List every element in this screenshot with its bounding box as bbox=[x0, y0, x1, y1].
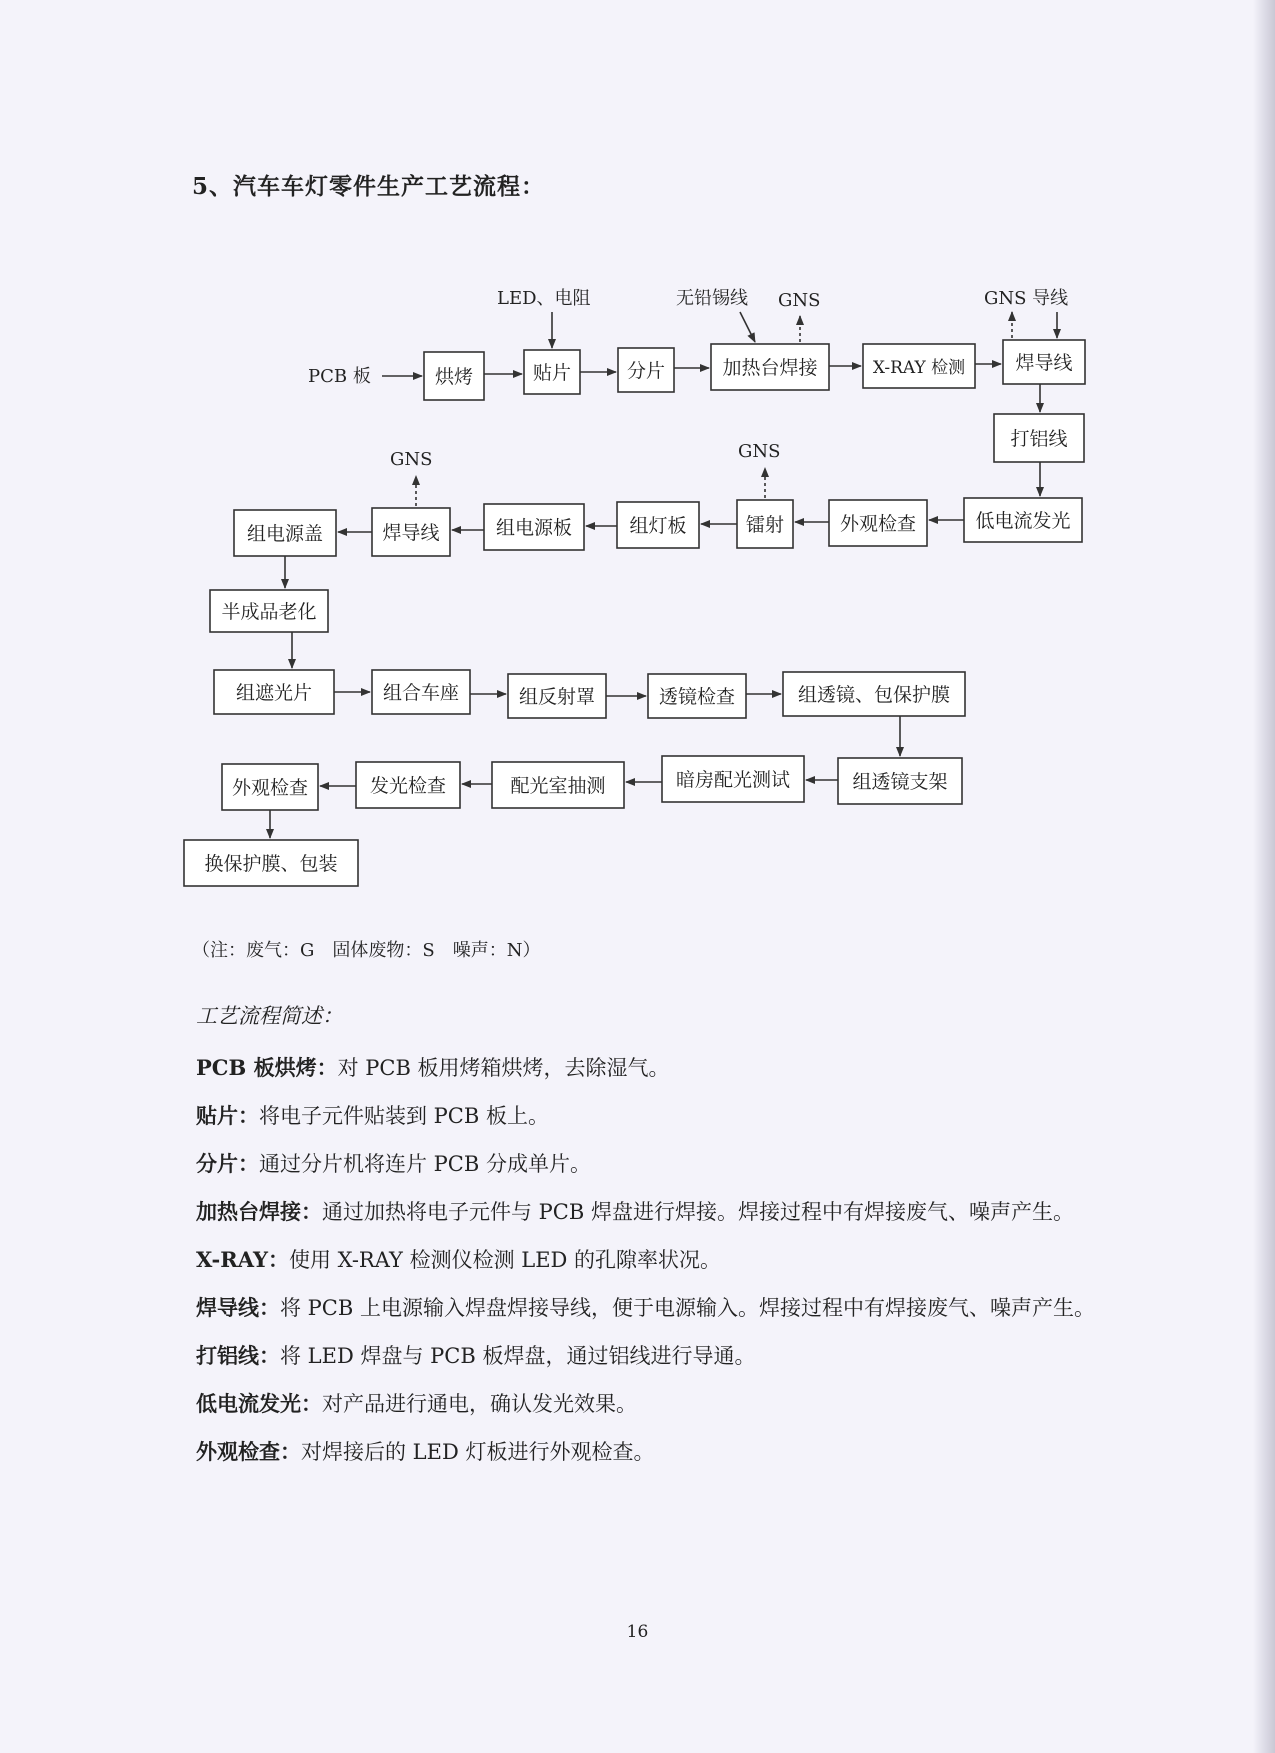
description-item bbox=[148, 1380, 1138, 1428]
step-lens-bracket bbox=[838, 758, 962, 804]
step-heat-weld bbox=[711, 344, 829, 390]
step-shade bbox=[214, 670, 334, 714]
svg-text:组电源盖: 组电源盖 bbox=[246, 523, 324, 545]
section-title: 5、汽车车灯零件生产工艺流程： bbox=[192, 173, 546, 200]
svg-text:外观检查: 外观检查 bbox=[839, 513, 917, 535]
step-split bbox=[618, 348, 674, 392]
svg-text:组电源板: 组电源板 bbox=[495, 517, 573, 539]
description-item bbox=[148, 1044, 1138, 1092]
step-reflector bbox=[508, 674, 606, 718]
description-text: 对 PCB 板用烤箱烘烤，去除湿气。 bbox=[337, 1056, 670, 1080]
step-light-check bbox=[356, 762, 460, 808]
description-term: X-RAY： bbox=[196, 1247, 289, 1272]
input-gns-wire: GNS 导线 bbox=[984, 288, 1069, 309]
description-term: 焊导线： bbox=[196, 1295, 280, 1320]
emission-gns-heat-weld: GNS bbox=[778, 290, 821, 311]
svg-text:配光室抽测: 配光室抽测 bbox=[510, 775, 606, 797]
svg-text:组灯板: 组灯板 bbox=[629, 515, 687, 537]
svg-text:焊导线: 焊导线 bbox=[382, 522, 440, 544]
description-text: 将电子元件贴装到 PCB 板上。 bbox=[259, 1104, 549, 1128]
description-text: 对产品进行通电，确认发光效果。 bbox=[322, 1392, 637, 1416]
description-text: 将 PCB 上电源输入焊盘焊接导线，便于电源输入。焊接过程中有焊接废气、噪声产生。 bbox=[280, 1296, 1095, 1320]
svg-text:组遮光片: 组遮光片 bbox=[235, 682, 313, 704]
step-xray bbox=[863, 344, 975, 388]
svg-text:贴片: 贴片 bbox=[532, 362, 572, 384]
step-al-wire bbox=[994, 414, 1084, 462]
description-term: 打铝线： bbox=[196, 1343, 280, 1368]
svg-text:发光检查: 发光检查 bbox=[369, 775, 447, 797]
description-heading: 工艺流程简述： bbox=[196, 1004, 343, 1028]
svg-text:打铝线: 打铝线 bbox=[1010, 428, 1068, 450]
description-term: 低电流发光： bbox=[196, 1391, 322, 1416]
svg-text:组透镜、包保护膜: 组透镜、包保护膜 bbox=[797, 684, 951, 706]
step-packing bbox=[184, 840, 358, 886]
svg-text:低电流发光: 低电流发光 bbox=[975, 510, 1071, 532]
step-bake bbox=[424, 352, 484, 400]
input-led-resistor: LED、电阻 bbox=[497, 288, 591, 309]
svg-text:烘烤: 烘烤 bbox=[434, 366, 474, 388]
step-visual-check-2 bbox=[222, 764, 318, 810]
svg-text:加热台焊接: 加热台焊接 bbox=[722, 357, 818, 379]
svg-text:焊导线: 焊导线 bbox=[1015, 352, 1073, 374]
description-item bbox=[148, 1332, 1138, 1380]
step-lamp-base bbox=[372, 670, 470, 714]
description-text: 通过加热将电子元件与 PCB 焊盘进行焊接。焊接过程中有焊接废气、噪声产生。 bbox=[322, 1200, 1074, 1224]
step-wire-weld-1 bbox=[1003, 340, 1085, 384]
svg-text:镭射: 镭射 bbox=[745, 514, 785, 536]
description-item bbox=[148, 1092, 1138, 1140]
description-term: 加热台焊接： bbox=[196, 1199, 322, 1224]
svg-text:分片: 分片 bbox=[626, 360, 666, 382]
step-aging bbox=[210, 590, 328, 632]
step-lamp-board bbox=[617, 502, 699, 548]
description-item bbox=[148, 1284, 1138, 1332]
step-lens-film bbox=[783, 672, 965, 716]
input-solder-wire: 无铅锡线 bbox=[676, 288, 748, 309]
svg-text:组反射罩: 组反射罩 bbox=[518, 686, 596, 708]
svg-text:组合车座: 组合车座 bbox=[382, 682, 460, 704]
description-item bbox=[148, 1140, 1138, 1188]
description-item bbox=[148, 1188, 1138, 1236]
description-term: 外观检查： bbox=[196, 1439, 301, 1464]
emission-gns-wire-weld: GNS bbox=[390, 449, 433, 470]
description-term: 贴片： bbox=[196, 1103, 259, 1128]
description-text: 使用 X-RAY 检测仪检测 LED 的孔隙率状况。 bbox=[288, 1248, 722, 1272]
step-sampling bbox=[492, 762, 624, 808]
step-darkroom-test bbox=[662, 756, 804, 802]
description-text: 对焊接后的 LED 灯板进行外观检查。 bbox=[301, 1440, 655, 1464]
step-power-cover bbox=[234, 510, 336, 556]
svg-text:外观检查: 外观检查 bbox=[231, 777, 309, 799]
svg-text:暗房配光测试: 暗房配光测试 bbox=[675, 769, 791, 791]
description-text: 通过分片机将连片 PCB 分成单片。 bbox=[259, 1152, 591, 1176]
description-term: PCB 板烘烤： bbox=[196, 1055, 338, 1080]
description-item bbox=[148, 1428, 1138, 1476]
svg-text:组透镜支架: 组透镜支架 bbox=[852, 771, 948, 793]
legend-note: （注：废气：G 固体废物：S 噪声：N） bbox=[192, 940, 541, 961]
description-text: 将 LED 焊盘与 PCB 板焊盘，通过铝线进行导通。 bbox=[280, 1344, 756, 1368]
svg-text:换保护膜、包装: 换保护膜、包装 bbox=[204, 853, 338, 875]
input-pcb: PCB 板 bbox=[308, 366, 371, 387]
step-lens-check bbox=[648, 674, 746, 718]
svg-text:X-RAY 检测: X-RAY 检测 bbox=[872, 358, 966, 378]
step-visual-check-1 bbox=[829, 500, 927, 546]
step-power-board bbox=[484, 504, 584, 550]
description-item bbox=[148, 1236, 1138, 1284]
svg-text:透镜检查: 透镜检查 bbox=[658, 686, 736, 708]
process-description bbox=[148, 1000, 1138, 1476]
page-number: 16 bbox=[626, 1622, 649, 1642]
step-mount bbox=[524, 350, 580, 394]
step-radium bbox=[737, 500, 793, 548]
description-term: 分片： bbox=[196, 1151, 259, 1176]
step-low-current bbox=[964, 498, 1082, 542]
step-wire-weld-2 bbox=[372, 508, 450, 556]
svg-text:半成品老化: 半成品老化 bbox=[221, 601, 317, 623]
emission-gns-radium: GNS bbox=[738, 441, 781, 462]
